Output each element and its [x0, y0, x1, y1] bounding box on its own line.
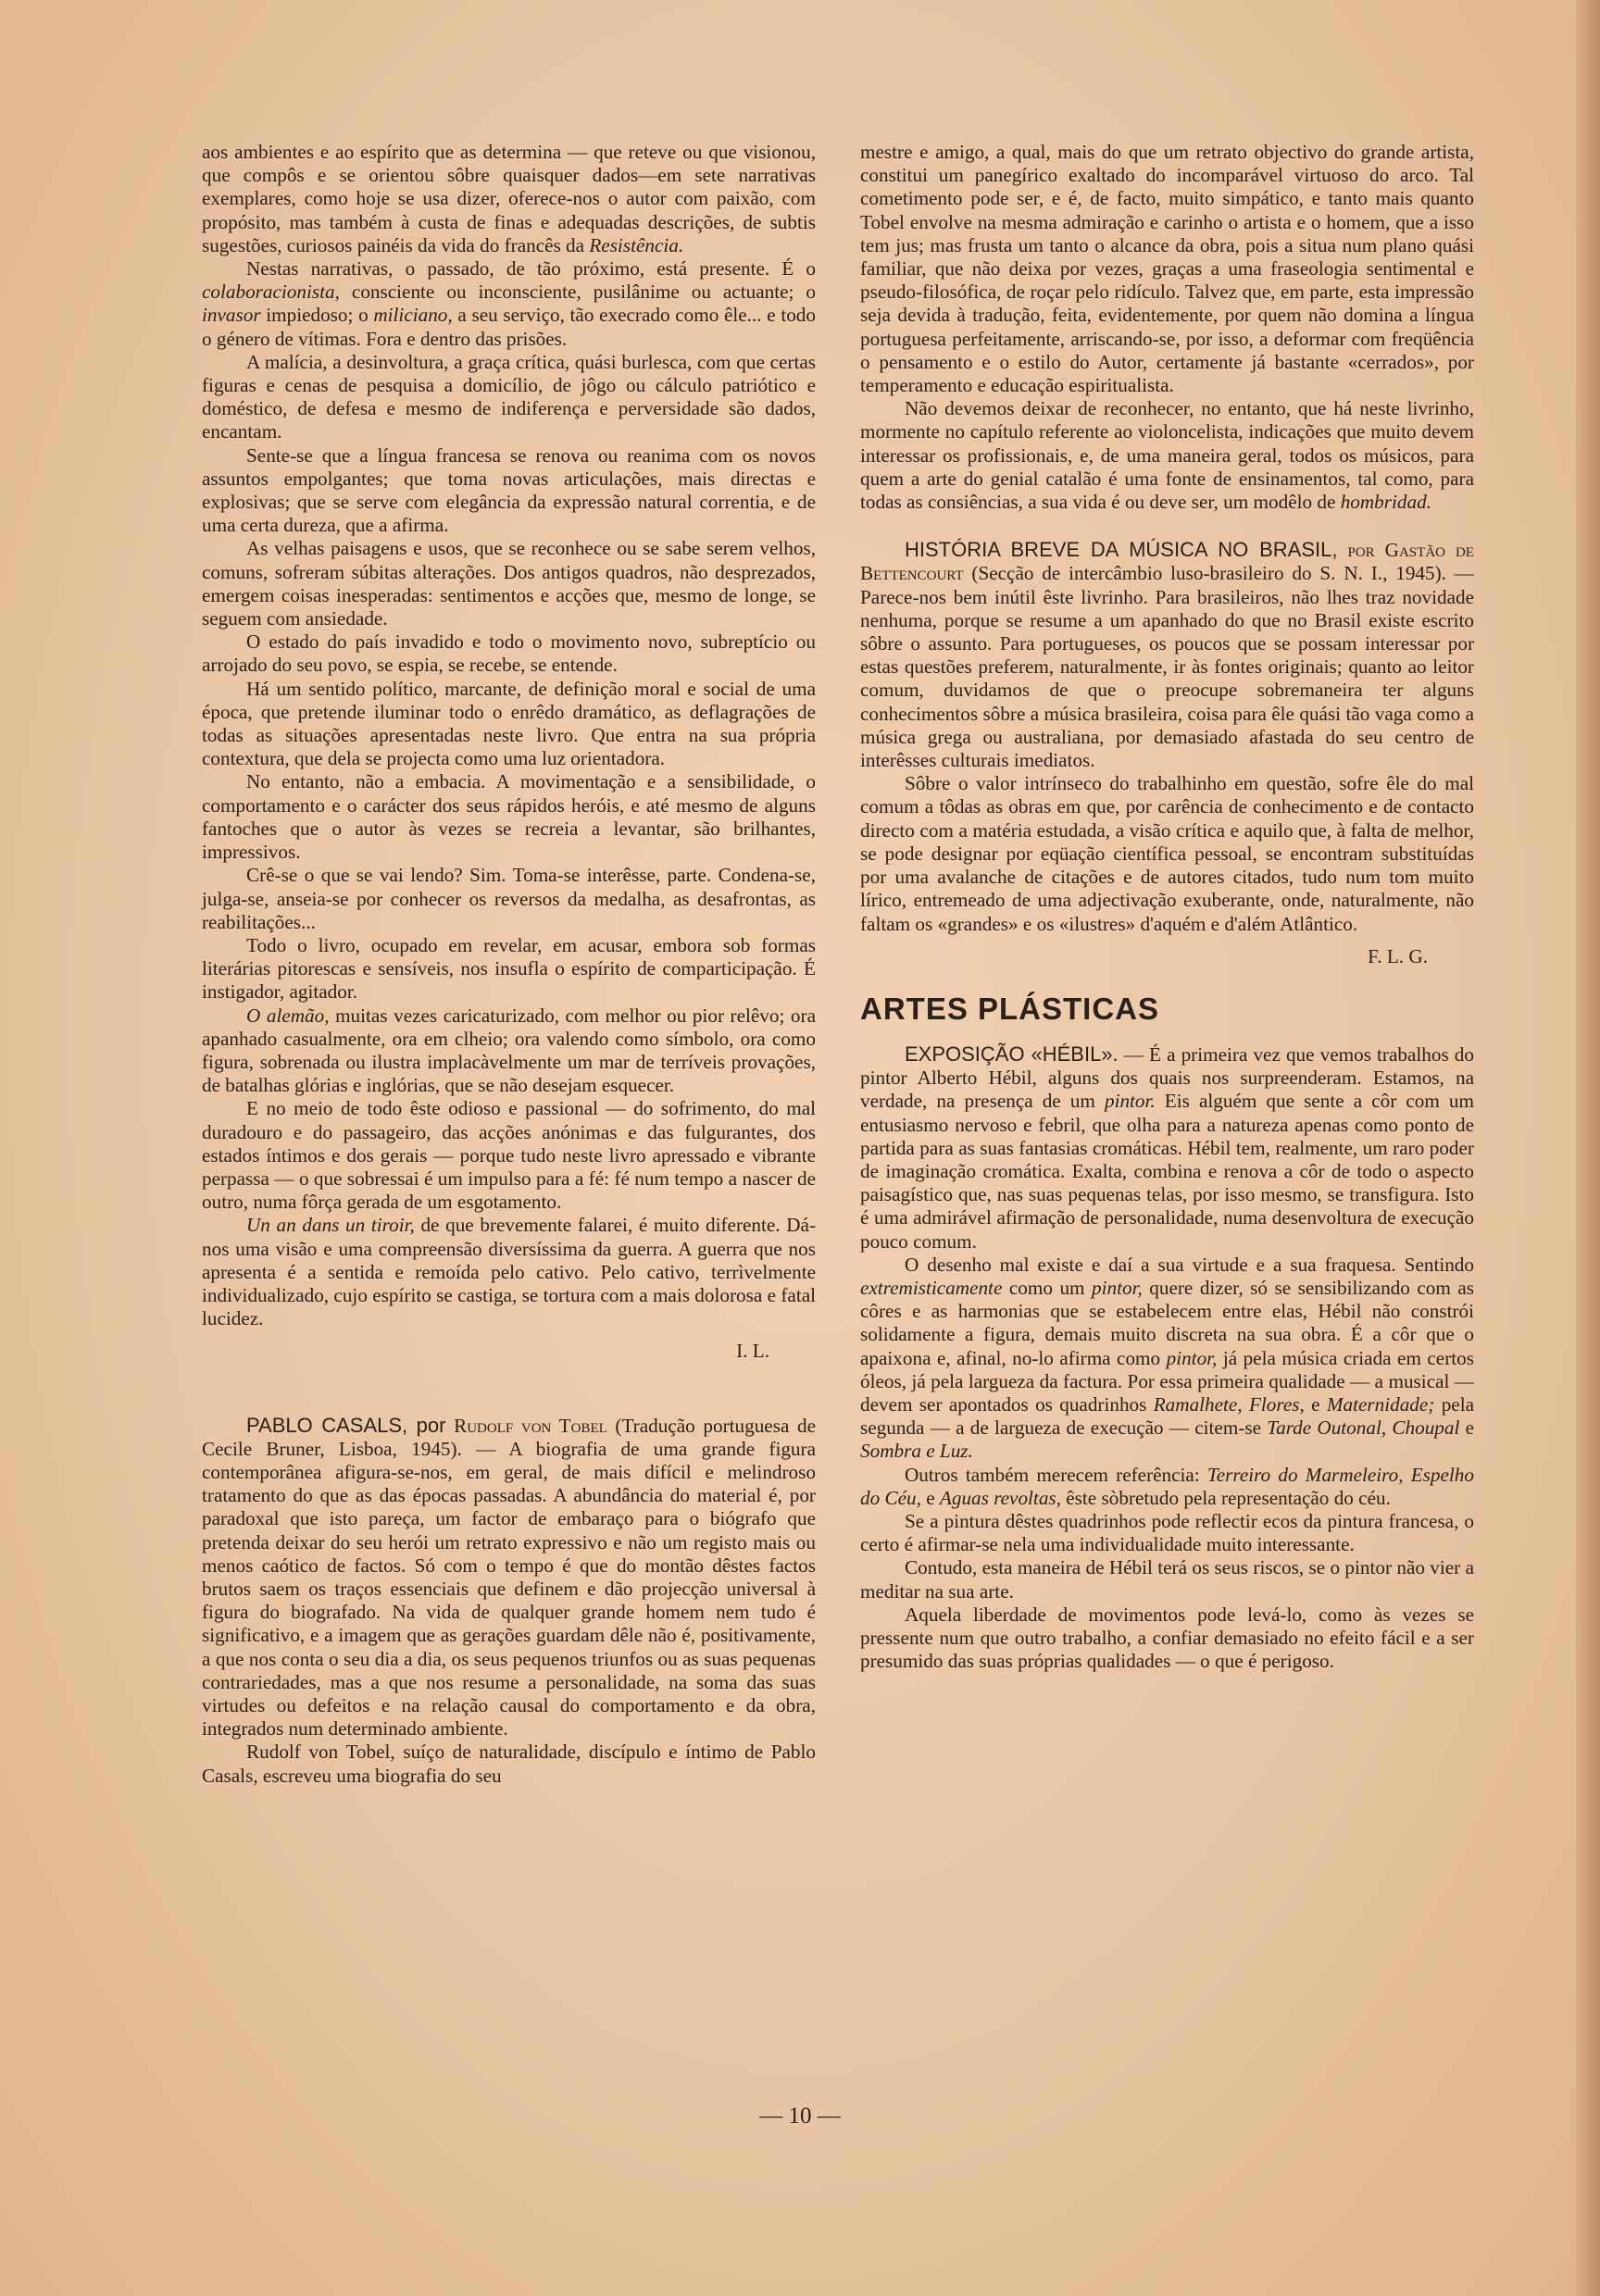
review-paragraph: No entanto, não a embacia. A movimentação e a sensibilidade, o comportamento e o carácter dos seus rápidos heróis, e até mesmo de alguns fantoches que o autor às vezes se recreia a levantar, são brilhantes, impressivos. [202, 770, 816, 864]
italic-text: pintor, [1166, 1346, 1218, 1369]
italic-text: Resistência. [589, 233, 684, 256]
italic-text: miliciano, [373, 304, 453, 327]
review-signature: F. L. G. [1368, 944, 1428, 967]
review-paragraph: Sôbre o valor intrínseco do trabalhinho em questão, sofre êle do mal comum a tôdas as obras em que, por carência de conhecimento e de contacto directo com a matéria estudada, a visão crítica e aquilo que, à falta de melhor, se pode designar por eqüação científica pessoal, se encontram substituídas por uma avalanche de citações e de autores citados, tudo num tom muito lírico, entremeado de uma adjectivação exuberante, onde, naturalmente, não faltam os «grandes» e os «ilustres» d'aquém e d'além Atlântico. [860, 772, 1474, 935]
review-paragraph [202, 1414, 816, 1741]
text: e [1304, 1392, 1327, 1416]
review-paragraph [860, 1042, 1474, 1254]
review-paragraph: A malícia, a desinvoltura, a graça crítica, quási burlesca, com que certas figuras e cenas de pesquisa a domicílio, de jôgo ou cálculo patriótico e doméstico, de defesa e mesmo de indiferença e perversidade são dados, encantam. [202, 350, 816, 443]
left-column [202, 141, 816, 1788]
text: quere dizer, só se sensibilizando com as côres e as harmonias que se estabelecem entre elas, Hébil não constrói solidamente a figura, demais muito discreta na sua obra. É a côr que o apaixona e, afinal, no-lo afirma como [860, 1276, 1474, 1369]
italic-text: colaboracionista, [202, 281, 340, 304]
text: já pela música criada em certos óleos, já pela largueza da factura. Por essa primeira qualidade — a musical — devem ser apontados os quadrinhos [860, 1346, 1474, 1416]
italic-text: Maternidade; [1326, 1392, 1435, 1416]
review-signature: I. L. [736, 1340, 769, 1363]
review-paragraph: Se a pintura dêstes quadrinhos pode reflectir ecos da pintura francesa, o certo é afirmar-se nela uma individualidade muito interessante. [860, 1509, 1474, 1556]
section-heading: ARTES PLÁSTICAS [860, 991, 1160, 1026]
text: (Tradução portuguesa de Cecile Bruner, Lisboa, 1945). — A biografia de uma grande figura contemporânea afigura-se-nos, em geral, de mais difícil e melindroso tratamento do que as das épocas passadas. A abundância do material é, por paradoxal que isto pareça, um factor de embaraço para o biógrafo que pretenda deixar do seu herói um retrato expressivo e não um registo mais ou menos caótico de factos. Só com o tempo é que do montão dêstes factos brutos saem os traços essenciais que definem e dão projecção universal à figura do biografado. Na vida de qualquer grande homem nem tudo é significativo, e a imagem que as gerações guardam dêle não é, positivamente, a que nos conta o seu dia a dia, os seus pequenos triunfos ou as suas pequenas contrariedades, mas a que nos resume a personalidade, na soma das suas virtudes ou defeitos e na relação causal do comportamento e da obra, integrados num determinado ambiente. [202, 1414, 817, 1741]
review-paragraph: Contudo, esta maneira de Hébil terá os seus riscos, se o pintor não vier a meditar na sua arte. [860, 1556, 1474, 1603]
spacer [860, 514, 1474, 538]
text: de que brevemente falarei, é muito diferente. Dá-nos uma visão e uma compreensão diversíssima da guerra. A guerra que nos apresenta é a sentida e remoída pelo cativo. Pelo cativo, terrìvelmente individualizado, cujo espírito se castiga, se tortura com a mais dolorosa e fatal lucidez. [202, 1214, 816, 1330]
text: O desenho mal existe e daí a sua virtude e a sua fraquesa. Sentindo [905, 1253, 1474, 1276]
text: e [920, 1486, 940, 1509]
italic-text: Terreiro do Marmeleiro, Espelho do Céu, [860, 1463, 1474, 1509]
text: Não devemos deixar de reconhecer, no entanto, que há neste livrinho, mormente no capítulo referente ao violoncelista, indicações que muito devem interessar os profissionais, e, de uma maneira geral, todos os músicos, para quem a arte do genial catalão é uma fonte de ensinamentos, tal como, para todas as consiências, a sua vida é ou deve ser, um modêlo de [860, 397, 1474, 514]
review-paragraph [202, 257, 816, 351]
text: a seu serviço, tão execrado como êle... e todo o género de vítimas. Fora e dentro das prisões. [202, 304, 816, 350]
review-paragraph [860, 397, 1474, 514]
book-title: HISTÓRIA BREVE DA MÚSICA NO BRASIL, [905, 538, 1338, 562]
right-column [860, 141, 1474, 1673]
text: Nestas narrativas, o passado, de tão próximo, está presente. É o [246, 257, 816, 281]
text: consciente ou inconsciente, pusilânime ou actuante; o [339, 281, 816, 304]
text: Eis alguém que sente a côr com um entusiasmo nervoso e febril, que olha para a natureza apenas como ponto de partida para as suas fantasias cromáticas. Hébil tem, realmente, um raro poder de imaginação cromática. Exalta, combina e renova a côr de todo o aspecto paisagístico que, nas suas pequenas telas, por isso mesmo, se transfigura. Isto é uma admirável afirmação de personalidade, numa desenvoltura de execução pouco comum. [860, 1090, 1474, 1253]
review-paragraph: Há um sentido político, marcante, de definição moral e social de uma época, que pretende iluminar todo o enrêdo dramático, as deflagrações de todas as situações apresentadas neste livro. Que entra na sua própria contextura, que dela se projecta como uma luz orientadora. [202, 677, 816, 770]
book-author: por Gastão de Bettencourt [860, 539, 1474, 585]
book-author: Rudolf von Tobel [454, 1414, 607, 1437]
review-paragraph [860, 1254, 1474, 1464]
review-paragraph: Crê-se o que se vai lendo? Sim. Toma-se interêsse, parte. Condena-se, julga-se, anseia-se por conhecer os reversos da medalha, as desafrontas, as reabilitações... [202, 864, 816, 933]
review-paragraph [202, 1214, 816, 1330]
review-paragraph [860, 538, 1474, 772]
text: (Secção de intercâmbio luso-brasileiro do S. N. I., 1945). — Parece-nos bem inútil êste livrinho. Para brasileiros, não lhes traz novidade nenhuma, porque se resume a um apanhado do que no Brasil existe escrito sôbre o assunto. Para portugueses, os poucos que se possam interessar por estas questões preferem, naturalmente, ir às fontes originais; quanto ao leitor comum, duvidamos de que o preocupe sobremaneira ter alguns conhecimentos sôbre a música brasileira, coisa para êle quási tão vaga como a música grega ou australiana, por demasiado afastada do seu centro de interêsses culturais imediatos. [860, 562, 1474, 772]
italic-text: Tarde Outonal, Choupal [1267, 1416, 1460, 1440]
book-title: PABLO CASALS, por [246, 1413, 446, 1437]
review-paragraph: As velhas paisagens e usos, que se reconhece ou se sabe serem velhos, comuns, sofreram súbitas alterações. Dos antigos quadros, não desprezados, emergem coisas inesperadas: sentimentos e acções que, mesmo de longe, se seguem com ansiedade. [202, 537, 816, 630]
review-paragraph: mestre e amigo, a qual, mais do que um retrato objectivo do grande artista, constitui um panegírico exaltado do incomparável virtuoso do arco. Tal cometimento pode ser, e é, de facto, muito simpático, e tanto mais quanto Tobel envolve na mesma admiração e carinho o artista e o homem, que a isso tem jus; mas frusta um tanto o alcance da obra, pois a situa num plano quási familiar, que não deixa por vezes, graças a uma fraseologia sentimental e pseudo-filosófica, de roçar pelo ridículo. Talvez que, em parte, esta impressão seja devida à tradução, feita, evidentemente, por quem não domina a língua portuguesa perfeitamente, arriscando-se, por isso, a deformar com freqüência o pensamento e o estilo do Autor, certamente já bastante «cerrados», por temperamento e educação espiritualista. [860, 141, 1474, 397]
text: Outros também merecem referência: [905, 1463, 1207, 1486]
review-paragraph: E no meio de todo êste odioso e passional — do sofrimento, do mal duradouro e do passageiro, das acções anónimas e das fulgurantes, dos estados íntimos e dos gerais — porque tudo neste livro apressado e vibrante perpassa — o que sobressai é um impulso para a fé: fé num tempo a nascer de outro, numa fôrça gerada de um esgotamento. [202, 1097, 816, 1214]
italic-text: invasor [202, 304, 261, 327]
review-paragraph [860, 1464, 1474, 1510]
text: — É a primeira vez que vemos trabalhos do pintor Alberto Hébil, alguns dos quais nos surpreenderam. Estamos, na verdade, na presença de um [860, 1042, 1474, 1113]
italic-text: Ramalhete, Flores, [1153, 1392, 1305, 1416]
italic-text: Un an dans un tiroir, [246, 1214, 415, 1237]
text: e [1459, 1416, 1474, 1440]
text: como um [1002, 1276, 1093, 1299]
review-paragraph: Sente-se que a língua francesa se renova ou reanima com os novos assuntos empolgantes; que toma novas articulações, mais directas e explosivas; que se serve com elegância da expressão natural correntia, e de uma certa dureza, que a afirma. [202, 443, 816, 537]
text: muitas vezes caricaturizado, com melhor ou pior relêvo; ora apanhado casualmente, ora em clheio; ora valendo como símbolo, ora como figura, sobrenada ou ilustra implacàvelmente um mar de terríveis provações, de batalhas glórias e inglórias, que se não desejam esquecer. [202, 1004, 816, 1097]
italic-text: O alemão, [246, 1004, 330, 1027]
text: pela segunda — a de largueza de execução — citem-se [860, 1392, 1474, 1440]
review-paragraph: Aquela liberdade de movimentos pode levá-lo, como às vezes se pressente num que outro trabalho, a confiar demasiado no efeito fácil e a ser presumido das suas próprias qualidades — o que é perigoso. [860, 1603, 1474, 1673]
text: êste sòbretudo pela representação do céu. [1060, 1486, 1391, 1509]
page-edge [1576, 0, 1600, 2296]
page-number: — 10 — [759, 2103, 841, 2128]
italic-text: Aguas revoltas, [939, 1486, 1061, 1509]
italic-text: pintor. [1104, 1090, 1156, 1113]
italic-text: Sombra e Luz. [860, 1440, 973, 1463]
review-paragraph: Rudolf von Tobel, suíço de naturalidade, discípulo e íntimo de Pablo Casals, escreveu uma biografia do seu [202, 1741, 816, 1787]
text: aos ambientes e ao espírito que as determina — que reteve ou que visionou, que compôs e se orientou sôbre quaisquer dados—em sete narrativas exemplares, como hoje se usa dizer, oferece-nos o autor com paixão, com propósito, mas também à custa de finas e adequadas descrições, de subtis sugestões, curiosos painéis da vida do francês da [202, 141, 816, 256]
review-paragraph: O estado do país invadido e todo o movimento novo, subreptício ou arrojado do seu povo, se espia, se recebe, se entende. [202, 630, 816, 677]
italic-text: extremisticamente [860, 1276, 1003, 1299]
italic-text: pintor, [1092, 1276, 1143, 1299]
spacer [202, 1377, 816, 1414]
exhibition-title: EXPOSIÇÃO «HÉBIL». [905, 1042, 1119, 1066]
review-paragraph: Todo o livro, ocupado em revelar, em acusar, embora sob formas literárias pitorescas e sensíveis, nos insufla o espírito de comparticipação. É instigador, agitador. [202, 933, 816, 1004]
text: impiedoso; o [260, 304, 374, 327]
italic-text: hombridad. [1340, 491, 1431, 514]
review-paragraph [202, 1004, 816, 1098]
review-paragraph [202, 141, 816, 257]
